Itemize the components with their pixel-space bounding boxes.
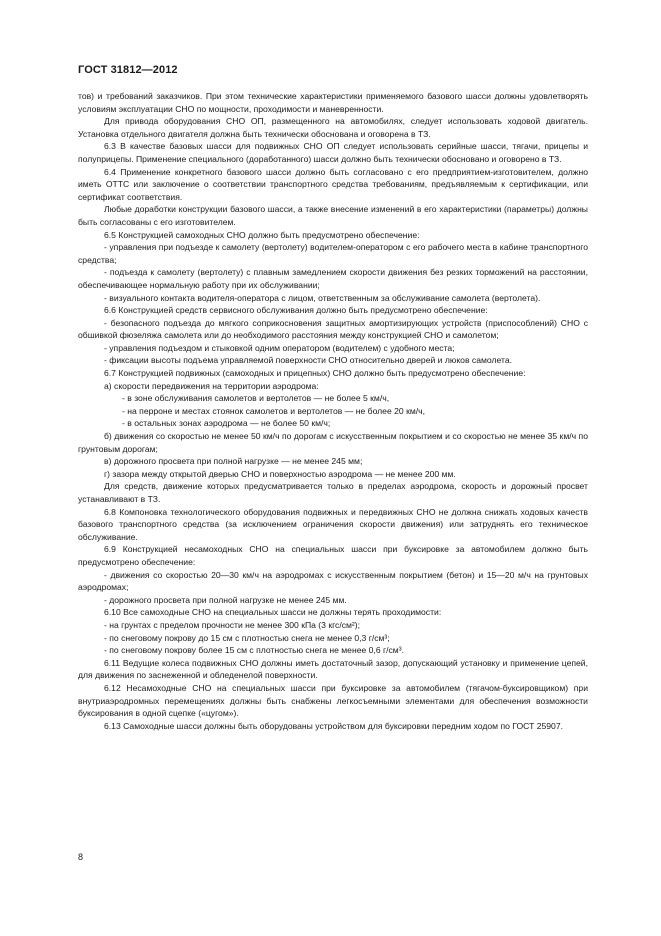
paragraph: - движения со скоростью 20—30 км/ч на аэродромах с искусственным покрытием (бетон) и 15—20 м/ч на грунтовых аэродромах; [78,569,588,593]
paragraph: - управления подъездом и стыковкой одним оператором (водителем) с удобного места; [104,342,455,353]
paragraph: 6.4 Применение конкретного базового шасси должно быть согласовано с его предприятием-изготовителем, должно иметь ОТТС или заключение о соответствии транспортного средства требованиям, предъявляемым к сертификации, или сертификат соответствия. [78,166,588,202]
paragraph: г) зазора между открытой дверью СНО и поверхностью аэродрома — не менее 200 мм. [104,468,456,479]
paragraph: - дорожного просвета при полной нагрузке не менее 245 мм. [104,594,347,605]
paragraph: Любые доработки конструкции базового шасси, а также внесение изменений в его характеристики (параметры) должны быть согласованы с его изготовителем. [78,204,588,227]
paragraph: - управления при подъезде к самолету (вертолету) водителем-оператором с его рабочего места в кабине транспортного средства; [78,242,588,265]
paragraph: 6.8 Компоновка технологического оборудования подвижных и передвижных СНО не должна снижать ходовых качеств базового транспортного средства (за исключением ограничения скорости движения) или затруднять его техническое обслуживание. [78,506,588,542]
paragraph: а) скорости передвижения на территории аэродрома: [104,380,319,391]
document-header: ГОСТ 31812—2012 [78,64,178,76]
paragraph: 6.13 Самоходные шасси должны быть оборудованы устройством для буксировки передним ходом по ГОСТ 25907. [104,720,563,731]
paragraph: Для средств, движение которых предусматривается только в пределах аэродрома, скорость и дорожный просвет устанавливают в ТЗ. [78,481,588,504]
paragraph: 6.6 Конструкцией средств сервисного обслуживания должно быть предусмотрено обеспечение: [104,305,488,316]
paragraph: 6.5 Конструкцией самоходных СНО должно быть предусмотрено обеспечение: [104,229,420,240]
paragraph: 6.11 Ведущие колеса подвижных СНО должны иметь достаточный зазор, допускающий установку и применение цепей, для движения по заснеженной и обледенелой поверхности. [78,657,588,681]
paragraph: в) дорожного просвета при полной нагрузке — не менее 245 мм; [104,456,363,467]
paragraph: - в остальных зонах аэродрома — не более 50 км/ч; [122,418,331,429]
paragraph: тов) и требований заказчиков. При этом технические характеристики применяемого базового шасси должны удовлетворять условиям эксплуатации СНО по мощности, проходимости и маневренности. [78,91,588,114]
paragraph: 6.3 В качестве базовых шасси для подвижных СНО ОП следует использовать серийные шасси, тягачи, прицепы и полуприцепы. Применение специального (доработанного) шасси должно быть технически обосновано и оговорено в ТЗ. [78,141,588,164]
paragraph: - на перроне и местах стоянок самолетов и вертолетов — не более 20 км/ч, [122,405,425,416]
document-body [78,90,588,732]
paragraph: - на грунтах с пределом прочности не менее 300 кПа (3 кгс/см²); [104,619,361,630]
paragraph: 6.10 Все самоходные СНО на специальных шасси не должны терять проходимости: [104,607,442,618]
paragraph: - визуального контакта водителя-оператора с лицом, ответственным за обслуживание самолета (вертолета). [104,292,541,303]
paragraph: - безопасного подъезда до мягкого соприкосновения защитных амортизирующих устройств (приспособлений) СНО с обшивкой фюзеляжа самолета или до необходимого расстояния между конструкцией СНО и самолетом; [78,317,588,341]
paragraph: б) движения со скоростью не менее 50 км/ч по дорогам с искусственным покрытием и со скоростью не менее 35 км/ч по грунтовым дорогам; [78,431,588,454]
paragraph: 6.9 Конструкцией несамоходных СНО на специальных шасси при буксировке за автомобилем должно быть предусмотрено обеспечение: [78,544,588,567]
paragraph: 6.7 Конструкцией подвижных (самоходных и прицепных) СНО должно быть предусмотрено обеспечение: [104,368,526,379]
page-number: 8 [78,852,84,862]
paragraph: Для привода оборудования СНО ОП, размещенного на автомобилях, следует использовать ходовой двигатель. Установка отдельного двигателя должна быть технически обоснована и оговорена в ТЗ. [78,116,588,139]
paragraph: - по снеговому покрову более 15 см с плотностью снега не менее 0,6 г/см³. [104,645,404,656]
paragraph: 6.12 Несамоходные СНО на специальных шасси при буксировке за автомобилем (тягачом-буксировщиком) при внутриаэродромных перемещениях должны быть снабжены легкосъемными элементами для обеспечения возможности буксирования в одной сцепке («цугом»). [78,682,588,719]
paragraph: - в зоне обслуживания самолетов и вертолетов — не более 5 км/ч, [122,393,390,404]
paragraph: - по снеговому покрову до 15 см с плотностью снега не менее 0,3 г/см³; [104,632,390,643]
paragraph: - подъезда к самолету (вертолету) с плавным замедлением скорости движения без резких торможений на расстоянии, обеспечивающее нормальную работу при их обслуживании; [78,267,588,290]
paragraph: - фиксации высоты подъема управляемой поверхности СНО относительно дверей и люков самолета. [104,355,513,366]
